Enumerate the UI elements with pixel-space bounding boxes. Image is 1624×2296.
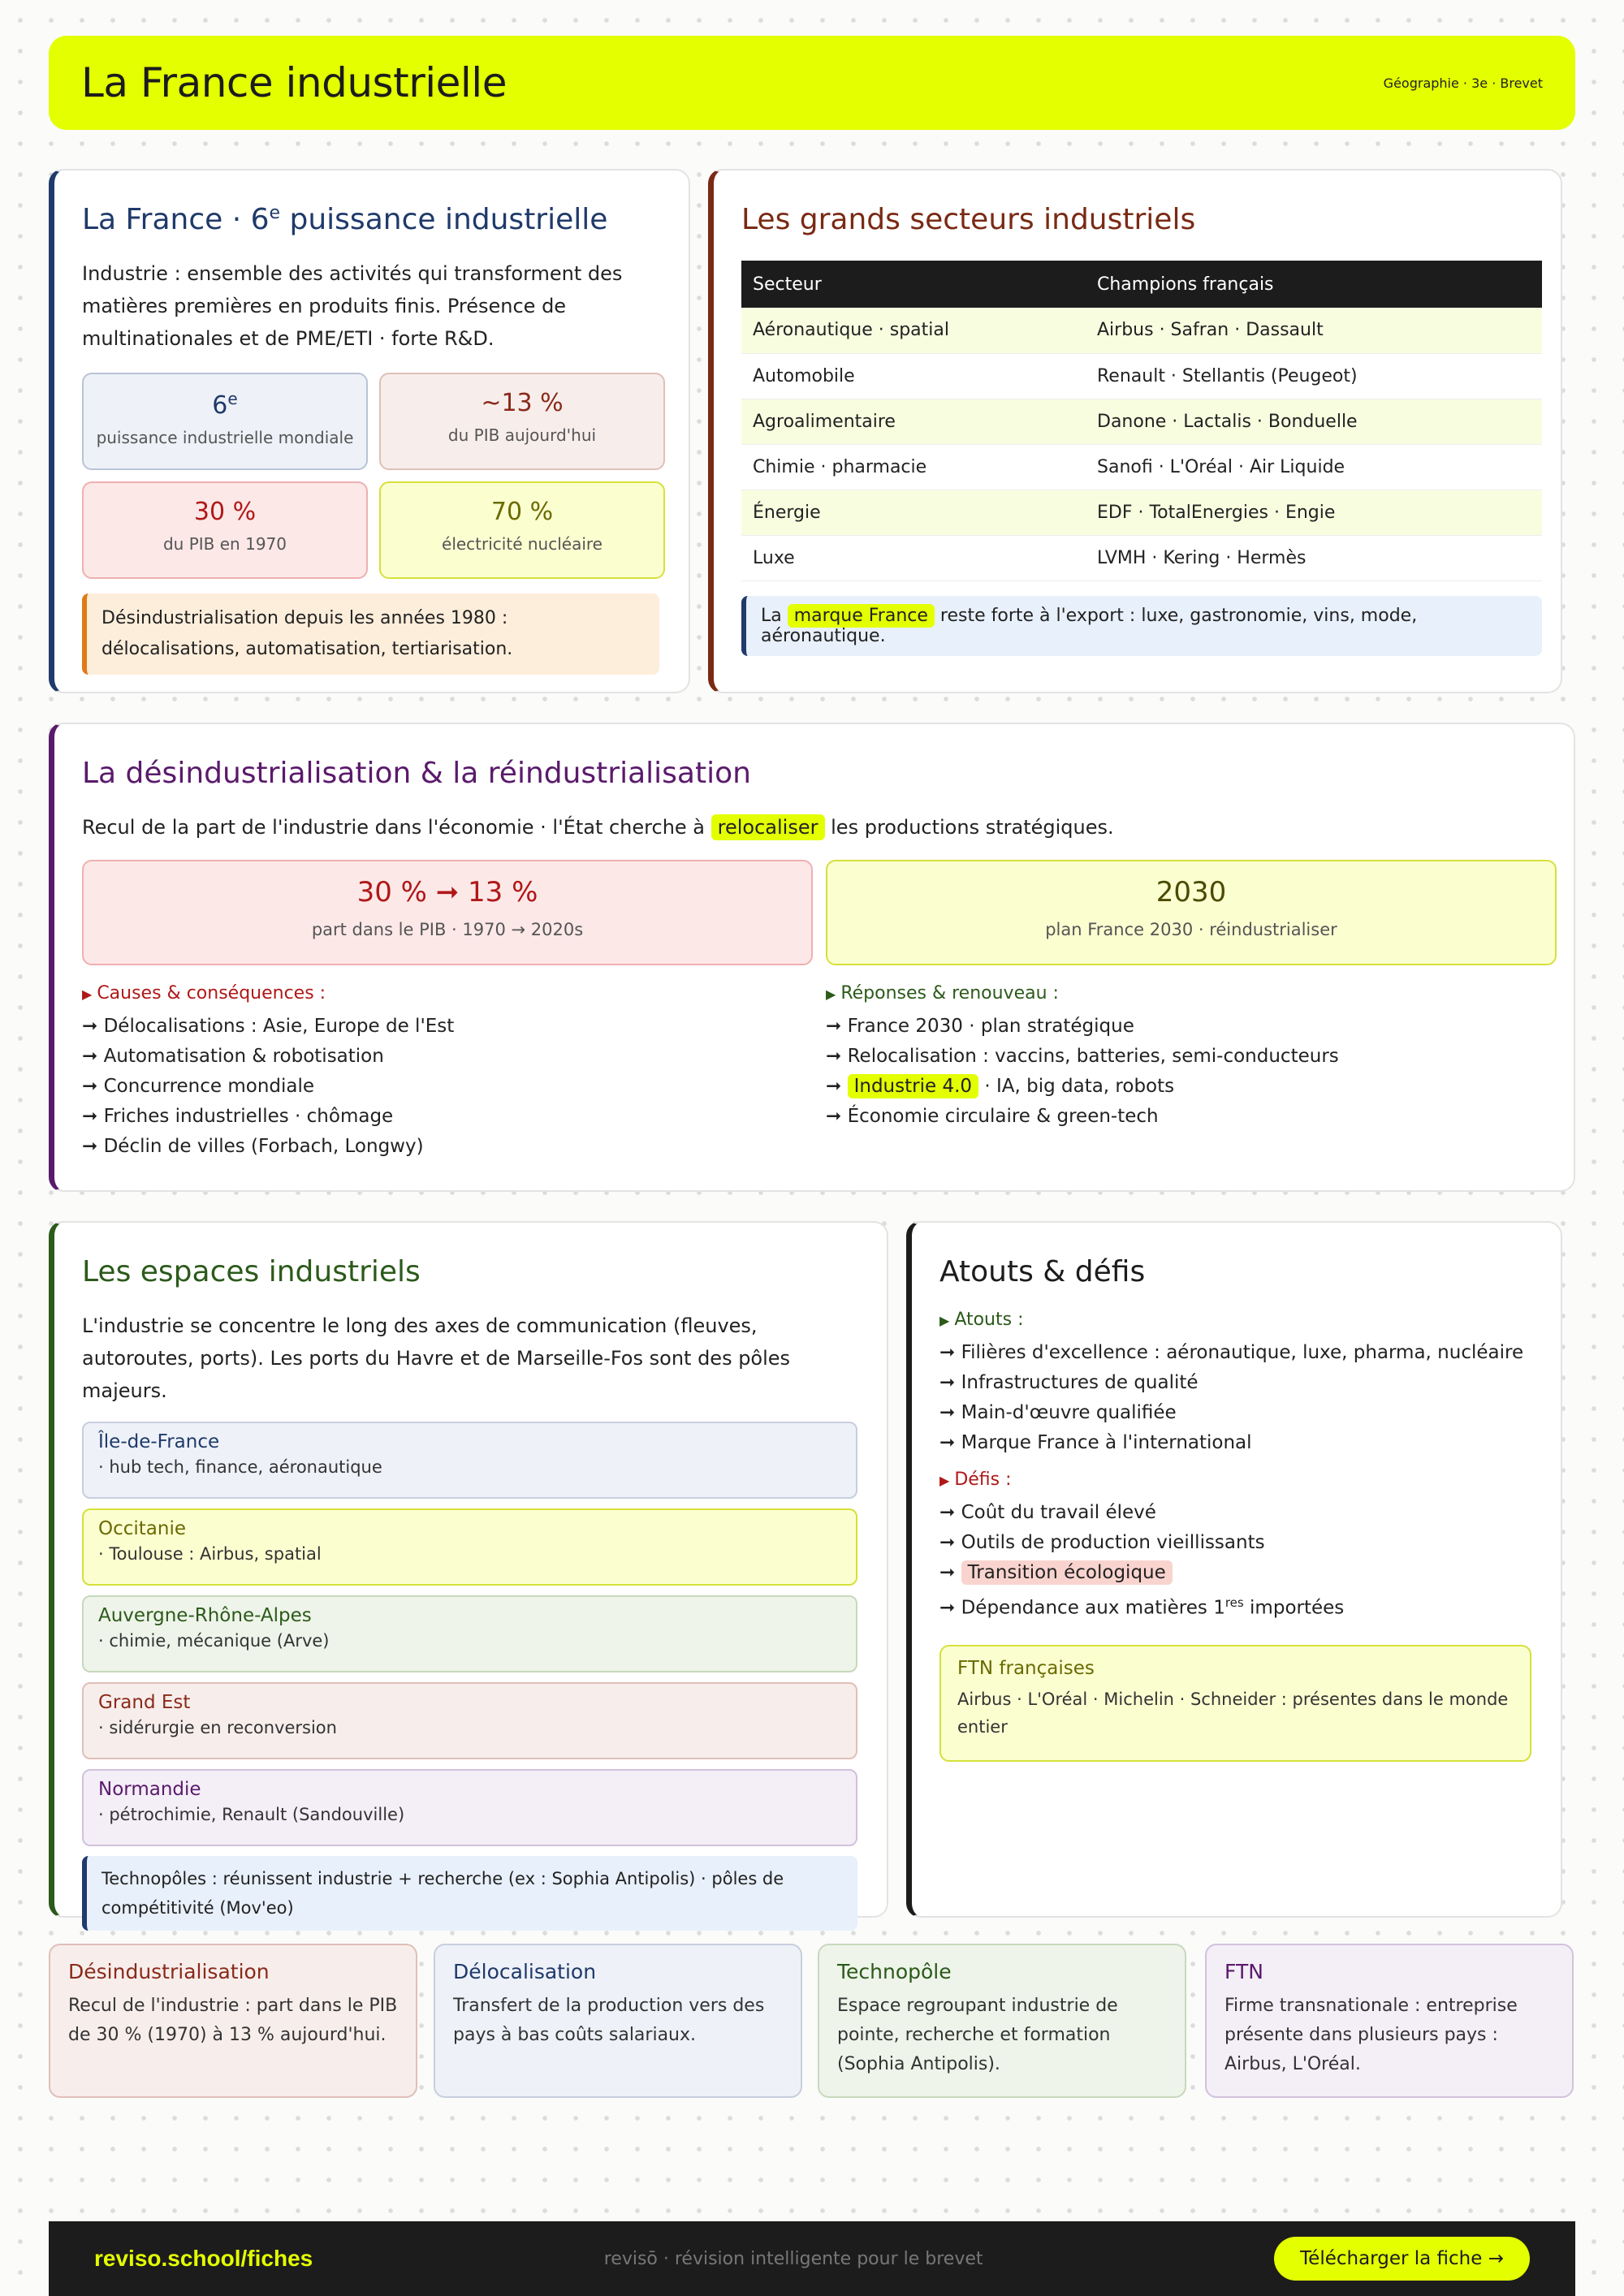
arrow-right-icon: ➞ [826,1016,848,1037]
table-row: Chimie · pharmacie Sanofi · L'Oréal · Air Liquide [741,444,1542,490]
list-item: ➞ Délocalisations : Asie, Europe de l'Est [82,1016,455,1037]
stat-box: 30 % du PIB en 1970 [82,481,368,579]
card-title: Les grands secteurs industriels [741,203,1196,236]
triangle-right-icon: ▶ [939,1473,950,1488]
footer-tagline: revisō · révision intelligente pour le brevet [603,2248,983,2269]
region-auvergne-rhone-alpes: Auvergne-Rhône-Alpes · chimie, mécanique (Arve) [82,1595,857,1672]
responses-list [826,1012,1557,1132]
list-item: ➞ Industrie 4.0 · IA, big data, robots [826,1076,1175,1097]
card-puissance-industrielle [49,169,690,693]
definition-card [818,1944,1186,2098]
list-item: ➞ France 2030 · plan stratégique [826,1016,1134,1037]
stat-box: 70 % électricité nucléaire [379,481,665,579]
highlight: relocaliser [711,814,825,840]
list-item: ➞ Relocalisation : vaccins, batteries, semi-conducteurs [826,1046,1339,1067]
arrow-right-icon: ➞ [82,1106,104,1127]
column-header: Secteur [741,261,1086,308]
stat-box: 2030 plan France 2030 · réindustrialiser [826,860,1557,965]
list-item: ➞ Automatisation & robotisation [82,1046,384,1067]
big-stats [82,860,1544,965]
atouts-list [939,1338,1531,1458]
card-title: La France · $6^e$ puissance industrielle [82,203,608,236]
arrow-right-icon: ➞ [939,1597,961,1619]
arrow-right-icon: ➞ [82,1016,104,1037]
arrow-right-icon: ➞ [826,1076,848,1097]
highlight: Industrie 4.0 [848,1074,978,1098]
list-item: ➞ Marque France à l'international [939,1432,1252,1453]
stat-box: ~13 % du PIB aujourd'hui [379,373,665,470]
footer-brand-link[interactable]: reviso.school/fiches [94,2246,313,2271]
definition-desc: Recul de l'industrie : part dans le PIB de 30 % (1970) à 13 % aujourd'hui. [68,1996,398,2045]
table-row: Aéronautique · spatial Airbus · Safran · Dassault [741,308,1542,353]
list-item: ➞ Filières d'excellence : aéronautique, luxe, pharma, nucléaire [939,1342,1524,1363]
table-row: Agroalimentaire Danone · Lactalis · Bonduelle [741,399,1542,444]
list-item: ➞ Friches industrielles · chômage [82,1106,394,1127]
table-row: Luxe LVMH · Kering · Hermès [741,535,1542,580]
column-header: Champions français [1086,261,1542,308]
page-meta: Géographie · 3e · Brevet [1383,75,1543,91]
page-title: La France industrielle [81,59,507,106]
card-espaces-industriels [49,1221,888,1918]
highlight: Transition écologique [961,1560,1173,1585]
card-desindustrialisation [49,723,1575,1192]
list-item: ➞ Infrastructures de qualité [939,1372,1199,1393]
defis-list [939,1498,1531,1624]
download-button[interactable]: Télécharger la fiche → [1274,2237,1530,2281]
secteurs-table [741,261,1542,581]
definition-term: Délocalisation [453,1960,597,1983]
list-item: ➞ Concurrence mondiale [82,1076,315,1097]
subheading: ▶ Défis : [939,1470,1012,1490]
definition-term: Technopôle [837,1960,952,1983]
causes-column [82,983,826,1162]
card-title: Les espaces industriels [82,1255,421,1288]
list-item: ➞ Outils de production vieillissants [939,1532,1265,1553]
responses-column [826,983,1557,1162]
region-occitanie: Occitanie · Toulouse : Airbus, spatial [82,1508,857,1586]
two-columns [82,983,1544,1162]
list-item: ➞ Déclin de villes (Forbach, Longwy) [82,1136,424,1157]
note-marque-france: La marque France reste forte à l'export : luxe, gastronomie, vins, mode, aéronautique. [741,596,1542,656]
triangle-right-icon: ▶ [939,1313,950,1328]
arrow-right-icon: ➞ [82,1136,104,1157]
table-row: Énergie EDF · TotalEnergies · Engie [741,490,1542,535]
arrow-right-icon: ➞ [826,1046,848,1067]
definition-term: Désindustrialisation [68,1960,270,1983]
definition-term: FTN [1224,1960,1263,1983]
card-title: La désindustrialisation & la réindustrialisation [82,757,751,790]
arrow-right-icon: ➞ [826,1106,848,1127]
triangle-right-icon: ▶ [82,986,93,1002]
card-lead: L'industrie se concentre le long des axes de communication (fleuves, autoroutes, ports). Les ports du Havre et de Marseille-Fos sont des pôles majeurs. [82,1314,791,1402]
list-item: ➞ Dépendance aux matières 1res importées [939,1595,1345,1619]
highlight: marque France [788,604,935,628]
table-header-row [741,261,1542,308]
ftn-box: FTN françaises Airbus · L'Oréal · Michelin · Schneider : présentes dans le monde entier [939,1645,1531,1762]
arrow-right-icon: ➞ [939,1532,961,1553]
definition-card [1205,1944,1574,2098]
footer [49,2221,1575,2296]
card-lead: Industrie : ensemble des activités qui transforment des matières premières en produits finis. Présence de multinationales et de PME/ETI · forte R&D. [82,262,623,350]
arrow-right-icon: ➞ [939,1402,961,1423]
list-item: ➞ Économie circulaire & green-tech [826,1106,1159,1127]
page-header [49,36,1575,130]
card-lead: Recul de la part de l'industrie dans l'économie · l'État cherche à relocaliser les productions stratégiques. [82,816,1114,839]
note-desindustrialisation: Désindustrialisation depuis les années 1980 : délocalisations, automatisation, tertiarisation. [82,593,659,675]
region-grand-est: Grand Est · sidérurgie en reconversion [82,1682,857,1759]
definition-desc: Firme transnationale : entreprise présente dans plusieurs pays : Airbus, L'Oréal. [1224,1996,1518,2074]
stat-box: 30 % ➞ 13 % part dans le PIB · 1970 → 2020s [82,860,813,965]
definition-desc: Espace regroupant industrie de pointe, recherche et formation (Sophia Antipolis). [837,1996,1118,2074]
table-row: Automobile Renault · Stellantis (Peugeot) [741,353,1542,399]
triangle-right-icon: ▶ [826,986,836,1002]
card-title: Atouts & défis [939,1255,1146,1288]
causes-list [82,1012,826,1162]
definition-card [49,1944,417,2098]
arrow-right-icon: ➞ [939,1562,961,1583]
card-atouts-defis [906,1221,1562,1918]
arrow-right-icon: ➞ [939,1372,961,1393]
subheading: ▶ Réponses & renouveau : [826,983,1059,1003]
stat-box: 6e puissance industrielle mondiale [82,373,368,470]
arrow-right-icon: ➞ [82,1076,104,1097]
region-normandie: Normandie · pétrochimie, Renault (Sandouville) [82,1769,857,1846]
arrow-right-icon: ➞ [939,1432,961,1453]
definition-card [434,1944,802,2098]
card-secteurs [708,169,1562,693]
subheading: ▶ Atouts : [939,1310,1024,1330]
list-item: ➞ Coût du travail élevé [939,1502,1156,1523]
definition-desc: Transfert de la production vers des pays à bas coûts salariaux. [453,1996,765,2045]
stats-grid [82,373,659,579]
arrow-right-icon: ➞ [939,1502,961,1523]
note-technopoles: Technopôles : réunissent industrie + recherche (ex : Sophia Antipolis) · pôles de compétitivité (Mov'eo) [82,1856,857,1931]
arrow-right-icon: ➞ [82,1046,104,1067]
list-item: ➞ Main-d'œuvre qualifiée [939,1402,1177,1423]
list-item [939,1558,1531,1588]
region-ile-de-france: Île-de-France · hub tech, finance, aéronautique [82,1422,857,1499]
arrow-right-icon: ➞ [939,1342,961,1363]
subheading: ▶ Causes & conséquences : [82,983,326,1003]
